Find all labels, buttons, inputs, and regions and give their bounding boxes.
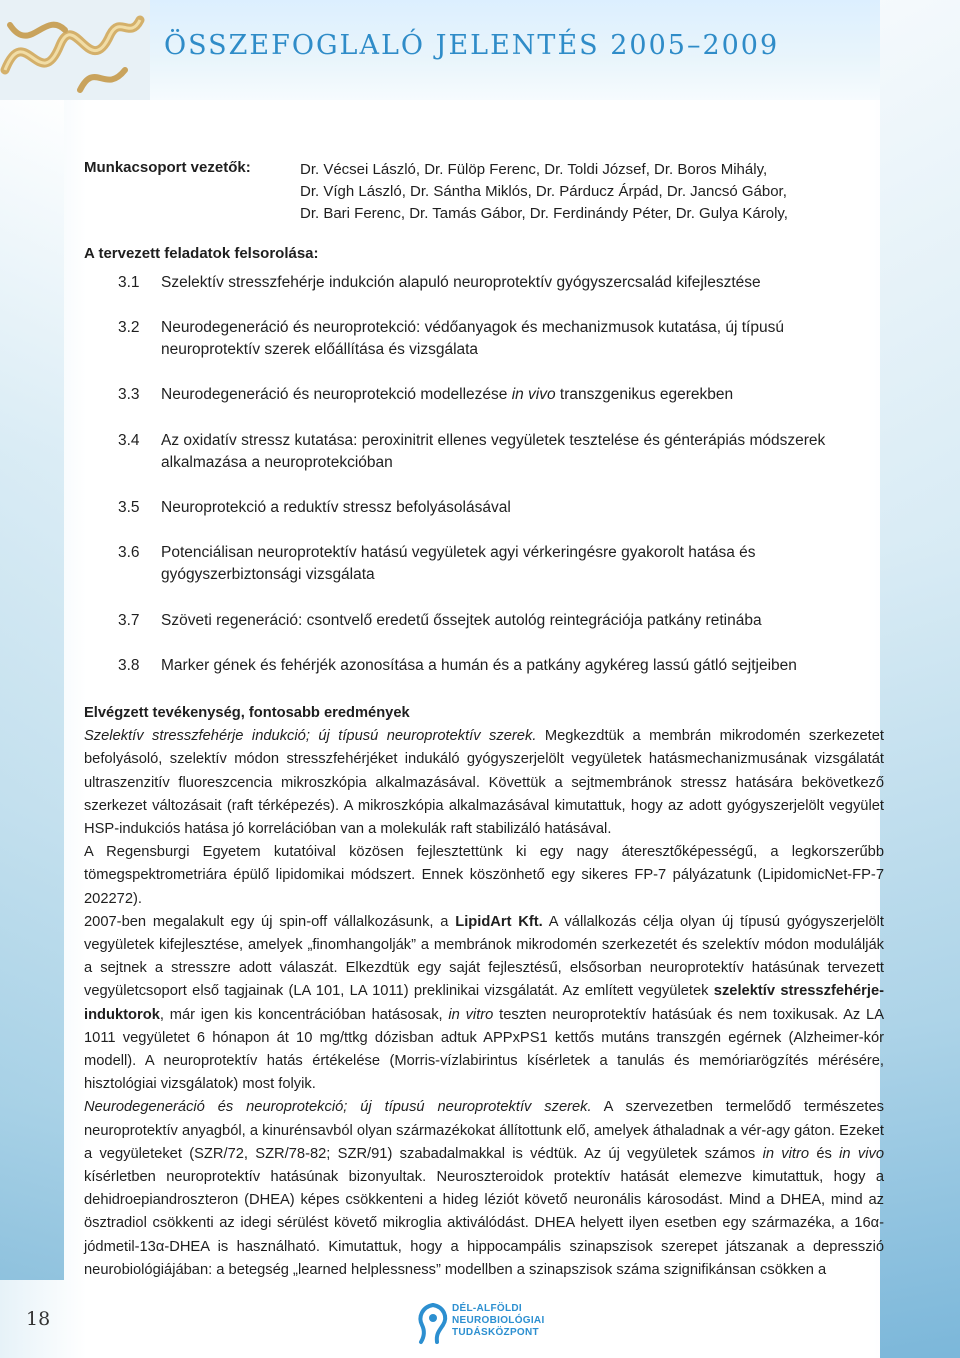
task-number: 3.6 bbox=[118, 544, 140, 561]
paragraph-text: , már igen kis koncentrációban hatásosak, bbox=[159, 1006, 449, 1023]
task-number: 3.4 bbox=[118, 432, 140, 449]
task-text-italic: in vivo bbox=[511, 386, 556, 403]
task-text-part: Neurodegeneráció és neuroprotekció modellezése bbox=[161, 386, 512, 403]
footer-logo-text bbox=[452, 1303, 545, 1339]
paragraph-text: A szervezetben termelődő természetes neuroprotektív anyagból, a kinurénsavból olyan származékokat állítottunk elő, amelyek áthaladnak a vér-agy gáton. Ezeket a vegyületeket (SZR/72, SZR/78-82; SZR/91) szabadalmakkal is védtük. Az új vegyületek számos bbox=[84, 1099, 884, 1162]
results-paragraph: A Regensburgi Egyetem kutatóival közösen fejlesztettünk ki egy nagy áteresztőképességű, a legkorszerűbb tömegspektrometriára épülő lipidomikai módszert. Ennek köszönhető egy sikeres FP-7 pályázatunk (LipidomicNet-FP-7 202272). bbox=[84, 844, 884, 907]
task-text: Marker gének és fehérjék azonosítása a humán és a patkány agykéreg lassú gátló sejtjeiben bbox=[161, 657, 797, 674]
results-heading: Elvégzett tevékenység, fontosabb eredmények bbox=[84, 705, 410, 721]
document-title: ÖSSZEFOGLALÓ JELENTÉS 2005–2009 bbox=[164, 30, 780, 61]
task-text: Potenciálisan neuroprotektív hatású vegyületek agyi vérkeringésre gyakorolt hatása és gyógyszerbiztonsági vizsgálata bbox=[161, 544, 756, 583]
leaders-names bbox=[300, 159, 788, 225]
paragraph-text: 2007-ben megalakult egy új spin-off vállalkozásunk, a bbox=[84, 913, 456, 930]
results-paragraph bbox=[84, 1096, 884, 1282]
task-number: 3.5 bbox=[118, 499, 140, 516]
leaders-line: Dr. Vécsei László, Dr. Fülöp Ferenc, Dr. Toldi József, Dr. Boros Mihály, bbox=[300, 161, 768, 178]
task-number: 3.3 bbox=[118, 386, 140, 403]
task-text bbox=[161, 384, 851, 406]
paragraph-italic: in vivo bbox=[839, 1145, 884, 1162]
page-number: 18 bbox=[26, 1308, 51, 1330]
leaders-label: Munkacsoport vezetők: bbox=[84, 159, 251, 176]
paragraph-text: A vállalkozás célja olyan új típusú gyógyszerjelölt vegyületek kifejlesztése, amelyek „finomhangolják” a membránok mikrodomén szerkezetét és szelektív módon modulálják a sejtnek a stresszre adott válaszát. Elkezdtük egy saját fejlesztésű, elsősorban neuroprotektív hatásúnak tervezett vegyületcsoport első tagjainak (LA 101, LA 1011) preklinikai vizsgálatát. Az említett vegyületek bbox=[84, 913, 884, 1000]
leaders-line: Dr. Vígh László, Dr. Sántha Miklós, Dr. Párducz Árpád, Dr. Jancsó Gábor, bbox=[300, 183, 787, 200]
logo-line: DÉL-ALFÖLDI bbox=[452, 1303, 522, 1314]
results-paragraph bbox=[84, 911, 884, 1097]
paragraph-text: teszten neuroprotektív hatásúak és nem toxikusak. Az LA 1011 vegyületet 6 hónapon át 10 mg/ttkg dózisban adtuk APPxPS1 kettős mutáns transzgén egérnek (Alzheimer-kór modell). A neuroprotektív hatás értékelése (Morris-vízlabirintus kísérletek a tanulás és memóriarögzítés mérésére, hisztológiai vizsgálatok) most folyik. bbox=[84, 1006, 884, 1093]
task-number: 3.1 bbox=[118, 274, 140, 291]
task-number: 3.8 bbox=[118, 657, 140, 674]
left-decorative-strip bbox=[0, 100, 64, 1280]
tasks-heading: A tervezett feladatok felsorolása: bbox=[84, 245, 319, 262]
paragraph-text: és bbox=[809, 1145, 840, 1162]
results-paragraph bbox=[84, 725, 884, 841]
task-text: Szöveti regeneráció: csontvelő eredetű őssejtek autológ reintegrációja patkány retinába bbox=[161, 612, 762, 629]
results-section bbox=[84, 702, 884, 1282]
task-text: Szelektív stresszfehérje indukción alapuló neuroprotektív gyógyszercsalád kifejlesztése bbox=[161, 274, 761, 291]
leaders-line: Dr. Bari Ferenc, Dr. Tamás Gábor, Dr. Ferdinándy Péter, Dr. Gulya Károly, bbox=[300, 205, 788, 222]
protein-helix-logo bbox=[0, 0, 150, 100]
task-number: 3.7 bbox=[118, 612, 140, 629]
paragraph-text: kísérletben neuroprotektív hatásúnak bizonyultak. Neuroszteroidok protektív hatását elemezve kimutattuk, hogy a dehidroepiandroszteron (DHEA) képes csökkenteni a hideg léziót követő neuronális károsodást. Mind a DHEA, mind az ösztradiol csökkenti az idegi sérülést követő mikroglia aktiválódást. DHEA helyett ilyen esetben egy származéka, a 16α-jódmetil-13α-DHEA is használható. Kimutattuk, hogy a hippocampális szinapszisok szerepet játszanak a depresszió neurobiológiájában: a betegség „learned helplessness” modellben a szinapszisok száma szignifikánsan csökken a bbox=[84, 1169, 884, 1278]
task-text-part: transzgenikus egerekben bbox=[555, 386, 734, 403]
company-name: LipidArt Kft. bbox=[455, 913, 543, 930]
paragraph-bold: szelektív stresszfehérje-induktorok bbox=[84, 983, 885, 1023]
task-text: Az oxidatív stressz kutatása: peroxinitrit ellenes vegyületek tesztelése és génterápiás módszerek alkalmazása a neuroprotekcióban bbox=[161, 432, 826, 471]
task-number: 3.2 bbox=[118, 319, 140, 336]
paragraph-italic: in vitro bbox=[448, 1006, 494, 1023]
task-text: Neurodegeneráció és neuroprotekció: védőanyagok és mechanizmusok kutatása, új típusú neuroprotektív szerek előállítása és vizsgálata bbox=[161, 319, 784, 358]
paragraph-text: Megkezdtük a membrán mikrodomén szerkezetet befolyásoló, szelektív módon stresszfehérjéket indukáló gyógyszerjelölt vegyületek hatásmechanizmusának vizsgálatát ultraszenzitív fluoreszcencia mikroszkópia alkalmazásával. Követtük a sejtmembránok stressz hatására bekövetkező szerkezet változásait (raft térképezés). A mikroszkópia alkalmazásával kimutattuk, hogy az adott gyógyszerjelölt vegyület HSP-indukciós hatása jó korrelációban van a molekulák raft stabilizáló hatásával. bbox=[84, 728, 884, 838]
footer-logo bbox=[416, 1301, 616, 1347]
right-decorative-strip bbox=[880, 0, 960, 1358]
task-text: Neuroprotekció a reduktív stressz befolyásolásával bbox=[161, 499, 511, 516]
paragraph-italic: in vitro bbox=[762, 1145, 810, 1162]
neurobiology-center-logo-icon bbox=[416, 1301, 450, 1345]
logo-line: TUDÁSKÖZPONT bbox=[452, 1327, 539, 1338]
logo-line: NEUROBIOLÓGIAI bbox=[452, 1315, 545, 1326]
paragraph-lead-italic: Szelektív stresszfehérje indukció; új típusú neuroprotektív szerek. bbox=[84, 728, 537, 745]
paragraph-lead-italic: Neurodegeneráció és neuroprotekció; új típusú neuroprotektív szerek. bbox=[84, 1099, 592, 1116]
